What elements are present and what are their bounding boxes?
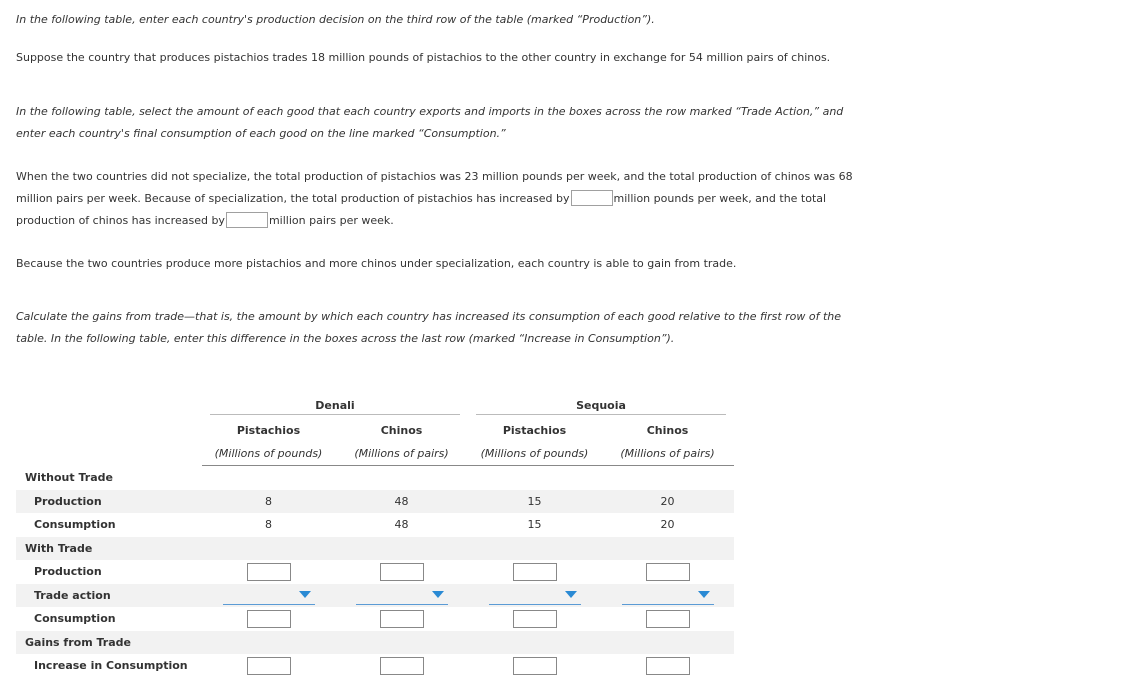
- good-header: Chinos: [380, 423, 423, 437]
- specialization-text-c: million pairs per week.: [268, 214, 394, 227]
- chevron-down-icon: [299, 591, 311, 598]
- trade-scenario-text: Suppose the country that produces pistachios trades 18 million pounds of pistachios to the other country in exchange for 54 million pairs of chinos.: [16, 51, 831, 64]
- good-header: Pistachios: [236, 423, 301, 437]
- specialization-paragraph: [16, 166, 856, 232]
- specialization-text-b: million pounds per week, and the total production of chinos has increased by: [16, 192, 827, 227]
- country-header-sequoia: Sequoia: [468, 395, 734, 419]
- table-row: [16, 513, 734, 537]
- increase-input-denali-pistachios[interactable]: [247, 657, 291, 675]
- table-row: [16, 654, 734, 678]
- good-header: Chinos: [646, 423, 689, 437]
- country-header-denali: Denali: [202, 395, 468, 419]
- trade-action-dropdown-sequoia-pistachios[interactable]: [489, 586, 581, 605]
- unit-header: (Millions of pounds): [202, 442, 335, 466]
- good-header: Pistachios: [502, 423, 567, 437]
- group-with-trade: With Trade: [16, 537, 202, 561]
- chevron-down-icon: [698, 591, 710, 598]
- gain-from-trade-text: Because the two countries produce more pistachios and more chinos under specialization, each country is able to gain from trade.: [16, 257, 737, 270]
- specialization-text-a: When the two countries did not specialize, the total production of pistachios was 23 million pounds per week, and the total production of chinos was 68 million pairs per week. Because of specialization, the total production of pistachios has increased by: [16, 170, 853, 205]
- unit-header: (Millions of pairs): [335, 442, 468, 466]
- increase-input-sequoia-pistachios[interactable]: [513, 657, 557, 675]
- row-label-production: Production: [34, 565, 102, 579]
- unit-header: (Millions of pairs): [601, 442, 734, 466]
- cell-value: 8: [265, 518, 272, 532]
- table-row: [16, 607, 734, 631]
- cell-value: 20: [601, 490, 734, 514]
- production-input-denali-chinos[interactable]: [380, 563, 424, 581]
- production-input-sequoia-chinos[interactable]: [646, 563, 690, 581]
- trade-table: [16, 395, 734, 678]
- pistachio-increase-input[interactable]: [571, 190, 613, 206]
- increase-input-denali-chinos[interactable]: [380, 657, 424, 675]
- increase-input-sequoia-chinos[interactable]: [646, 657, 690, 675]
- cell-value: 15: [468, 490, 601, 514]
- chevron-down-icon: [565, 591, 577, 598]
- production-input-sequoia-pistachios[interactable]: [513, 563, 557, 581]
- table-row: [16, 490, 734, 514]
- trade-action-dropdown-denali-pistachios[interactable]: [223, 586, 315, 605]
- row-label-consumption: Consumption: [34, 612, 116, 626]
- consumption-input-denali-pistachios[interactable]: [247, 610, 291, 628]
- group-without-trade: Without Trade: [25, 471, 113, 484]
- cell-value: 15: [527, 518, 542, 532]
- unit-header: (Millions of pounds): [468, 442, 601, 466]
- trade-action-dropdown-sequoia-chinos[interactable]: [622, 586, 714, 605]
- cell-value: 20: [660, 518, 675, 532]
- table-row: [16, 584, 734, 608]
- instruction-trade-action: In the following table, select the amount of each good that each country exports and imports in the boxes across the row marked “Trade Action,” and enter each country's final consumption of each good on the line marked “Consumption.”: [16, 105, 844, 140]
- instruction-production: In the following table, enter each country's production decision on the third row of the table (marked “Production”).: [16, 13, 655, 26]
- cell-value: 8: [202, 490, 335, 514]
- group-gains-from-trade: Gains from Trade: [16, 631, 202, 655]
- consumption-input-sequoia-pistachios[interactable]: [513, 610, 557, 628]
- row-label-increase-in-consumption: Increase in Consumption: [34, 659, 188, 673]
- trade-action-dropdown-denali-chinos[interactable]: [356, 586, 448, 605]
- cell-value: 48: [394, 518, 409, 532]
- consumption-input-sequoia-chinos[interactable]: [646, 610, 690, 628]
- instruction-gains: Calculate the gains from trade—that is, the amount by which each country has increased its consumption of each good relative to the first row of the table. In the following table, enter this difference in the boxes across the last row (marked “Increase in Consumption”).: [16, 310, 842, 345]
- chinos-increase-input[interactable]: [226, 212, 268, 228]
- cell-value: 48: [335, 490, 468, 514]
- row-label-trade-action: Trade action: [16, 584, 202, 608]
- row-label-production: Production: [16, 490, 202, 514]
- table-row: [16, 560, 734, 584]
- chevron-down-icon: [432, 591, 444, 598]
- row-label-consumption: Consumption: [34, 518, 116, 532]
- consumption-input-denali-chinos[interactable]: [380, 610, 424, 628]
- production-input-denali-pistachios[interactable]: [247, 563, 291, 581]
